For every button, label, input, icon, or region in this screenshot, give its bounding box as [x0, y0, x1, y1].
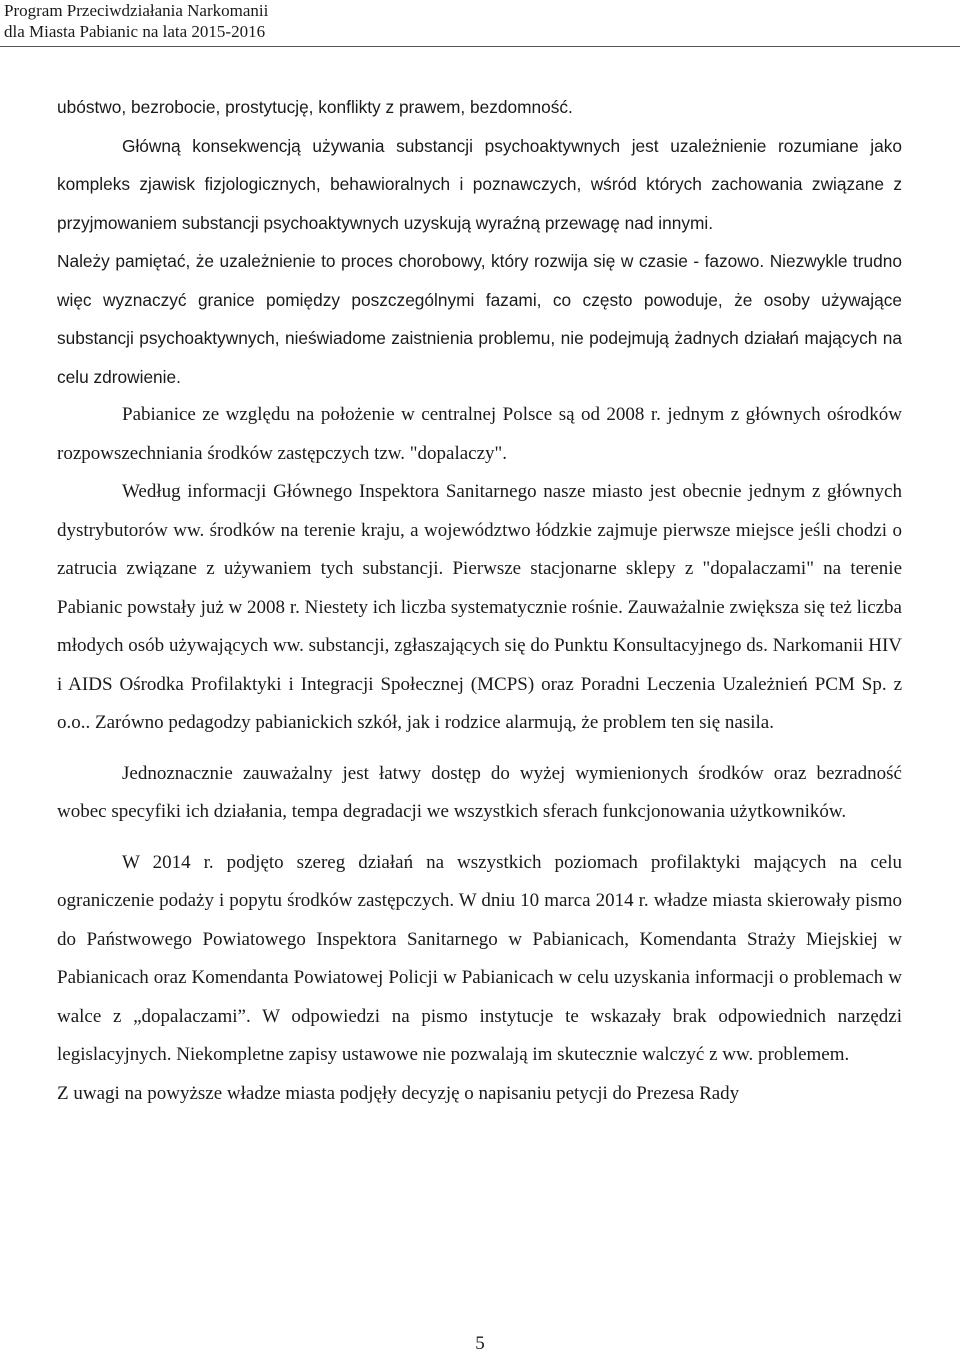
document-body	[57, 88, 902, 1113]
paragraph-petition: Z uwagi na powyższe władze miasta podjęły decyzję o napisaniu petycji do Prezesa Rady	[57, 1082, 740, 1104]
paragraph-phases: Należy pamiętać, że uzależnienie to proces chorobowy, który rozwija się w czasie - fazowo. Niezwykle trudno więc wyznaczyć granice pomiędzy poszczególnymi fazami, co często powoduje, że osoby używające substancji psychoaktywnych, nieświadome zaistnienia problemu, nie podejmują żadnych działań mających na celu zdrowienie.	[57, 251, 902, 387]
paragraph-consequences: Główną konsekwencją używania substancji psychoaktywnych jest uzależnienie rozumiane jako kompleks zjawisk fizjologicznych, behawioralnych i poznawczych, wśród których zachowania związane z przyjmowaniem substancji psychoaktywnych uzyskują wyraźną przewagę nad innymi.	[57, 135, 902, 233]
page-number: 5	[475, 1333, 485, 1354]
paragraph-continuation: ubóstwo, bezrobocie, prostytucję, konflikty z prawem, bezdomność.	[57, 97, 573, 117]
running-header	[0, 0, 960, 47]
paragraph-2014-actions: W 2014 r. podjęto szereg działań na wszystkich poziomach profilaktyki mających na celu ograniczenie podaży i popytu środków zastępczych. W dniu 10 marca 2014 r. władze miasta skierowały pismo do Państwowego Powiatowego Inspektora Sanitarnego w Pabianicach, Komendanta Straży Miejskiej w Pabianicach oraz Komendanta Powiatowej Policji w Pabianicach w celu uzyskania informacji o problemach w walce z „dopalaczami”. W odpowiedzi na pismo instytucje te wskazały brak odpowiednich narzędzi legislacyjnych. Niekompletne zapisy ustawowe nie pozwalają im skutecznie walczyć z ww. problemem.	[57, 851, 902, 1065]
paragraph-access: Jednoznacznie zauważalny jest łatwy dostęp do wyżej wymienionych środków oraz bezradność wobec specyfiki ich działania, tempa degradacji we wszystkich sferach funkcjonowania użytkowników.	[57, 762, 902, 822]
paragraph-sanitary-inspector: Według informacji Głównego Inspektora Sanitarnego nasze miasto jest obecnie jednym z głównych dystrybutorów ww. środków na terenie kraju, a województwo łódzkie zajmuje pierwsze miejsce jeśli chodzi o zatrucia związane z używaniem tych substancji. Pierwsze stacjonarne sklepy z "dopalaczami" na terenie Pabianic powstały już w 2008 r. Niestety ich liczba systematycznie rośnie. Zauważalnie zwiększa się też liczba młodych osób używających ww. substancji, zgłaszających się do Punktu Konsultacyjnego ds. Narkomanii HIV i AIDS Ośrodka Profilaktyki i Integracji Społecznej (MCPS) oraz Poradni Leczenia Uzależnień PCM Sp. z o.o.. Zarówno pedagodzy pabianickich szkół, jak i rodzice alarmują, że problem ten się nasila.	[57, 481, 902, 733]
paragraph-pabianice: Pabianice ze względu na położenie w centralnej Polsce są od 2008 r. jednym z głównych ośrodków rozpowszechniania środków zastępczych tzw. "dopalaczy".	[57, 404, 902, 464]
header-program-title: Program Przeciwdziałania Narkomanii	[4, 1, 269, 20]
header-program-subtitle: dla Miasta Pabianic na lata 2015-2016	[4, 22, 266, 41]
